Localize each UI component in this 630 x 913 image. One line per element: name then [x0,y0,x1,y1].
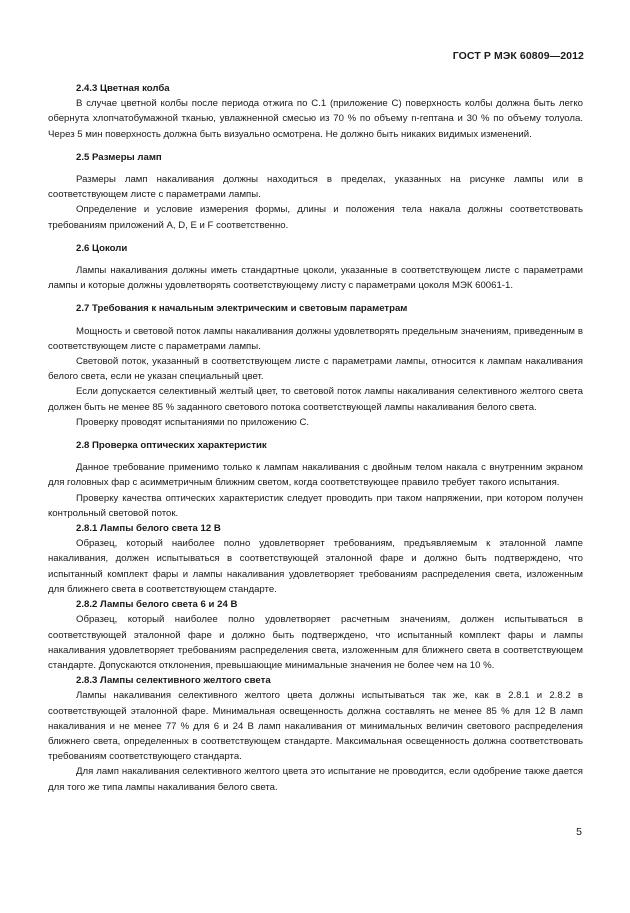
section-heading: 2.8.3 Лампы селективного желтого света [76,675,271,687]
section-heading: 2.7 Требования к начальным электрическим и световым параметрам [76,303,408,315]
paragraph: Проверку проводят испытаниями по приложению С. [76,416,310,428]
document-header: ГОСТ Р МЭК 60809—2012 [452,50,584,62]
paragraph: Мощность и световой поток лампы накаливания должны удовлетворять предельным значениям, приведенным в соответствующем листе с параметрами лампы. [48,325,583,352]
section [48,81,583,142]
section-heading: 2.6 Цоколи [76,242,128,254]
section [48,241,583,294]
paragraph: Лампы накаливания селективного желтого цвета должны испытываться так же, как в 2.8.1 и 2.8.2 в соответствующей эталонной фаре. Минимальная освещенность должна составлять не менее 85 % для 12 В ламп накаливания и не менее 77 % для 6 и 24 В ламп накаливания от минимальных величин светового распределения ближнего света, определенных в соответствующем стандарте. Максимальная освещенность должна соответствовать требованиям соответствующего стандарта. [48,690,583,763]
page-number: 5 [576,826,582,838]
paragraph: В случае цветной колбы после периода отжига по С.1 (приложение С) поверхность колбы должна быть легко обернута хлопчатобумажной тканью, увлажненной смесью из 70 % по объему n-гептана и 30 % по объему толуола. Через 5 мин поверхность должна быть визуально осмотрена. Не должно быть никаких видимых изменений. [48,98,583,140]
section [48,521,583,597]
section [48,438,583,521]
section-heading: 2.8 Проверка оптических характеристик [76,440,267,452]
section-heading: 2.8.2 Лампы белого света 6 и 24 В [76,599,238,611]
section-heading: 2.8.1 Лампы белого света 12 В [76,523,221,535]
section [48,673,583,795]
document-body [48,81,583,795]
paragraph: Образец, который наиболее полно удовлетворяет требованиям, предъявляемым к эталонной лампе накаливания, должен испытываться в соответствующей эталонной фаре и должно быть подтверждено, что испытанный комплект фары и лампы накаливания удовлетворяет требованиям распределения света, изложенным для ближнего света в соответствующем стандарте. [48,538,583,595]
section-heading: 2.5 Размеры ламп [76,151,162,163]
paragraph: Лампы накаливания должны иметь стандартные цоколи, указанные в соответствующем листе с параметрами лампы и которые должны удовлетворять соответствующему листу с параметрами цоколя МЭК 60061-1. [48,265,583,292]
paragraph: Данное требование применимо только к лампам накаливания с двойным телом накала с внутренним экраном для головных фар с асимметричным ближним светом, когда соответствующее правило требует такого испытания. [48,462,583,489]
paragraph: Если допускается селективный желтый цвет, то световой поток лампы накаливания селективного желтого света должен быть не менее 85 % заданного светового потока соответствующей лампы накаливания белого света. [48,386,583,413]
paragraph: Размеры ламп накаливания должны находиться в пределах, указанных на рисунке лампы или в соответствующем листе с параметрами лампы. [48,174,583,201]
paragraph: Для ламп накаливания селективного желтого цвета это испытание не проводится, если одобрение также дается для того же типа лампы накаливания белого света. [48,766,583,793]
section [48,597,583,673]
section [48,301,583,430]
paragraph: Определение и условие измерения формы, длины и положения тела накала должны соответствовать требованиям приложений А, D, E и F соответственно. [48,204,583,231]
paragraph: Световой поток, указанный в соответствующем листе с параметрами лампы, относится к лампам накаливания белого света, если не указан специальный цвет. [48,356,583,383]
paragraph: Образец, который наиболее полно удовлетворяет расчетным значениям, должен испытываться в соответствующей эталонной фаре и должно быть подтверждено, что испытанный комплект фары и лампы накаливания удовлетворяет требованиям распределения света, изложенным для ближнего света в соответствующем стандарте. Допускаются отклонения, превышающие минимальные значения не более чем на 10 %. [48,614,583,671]
paragraph: Проверку качества оптических характеристик следует проводить при таком напряжении, при котором получен контрольный световой поток. [48,492,583,519]
section [48,150,583,233]
section-heading: 2.4.3 Цветная колба [76,83,170,94]
